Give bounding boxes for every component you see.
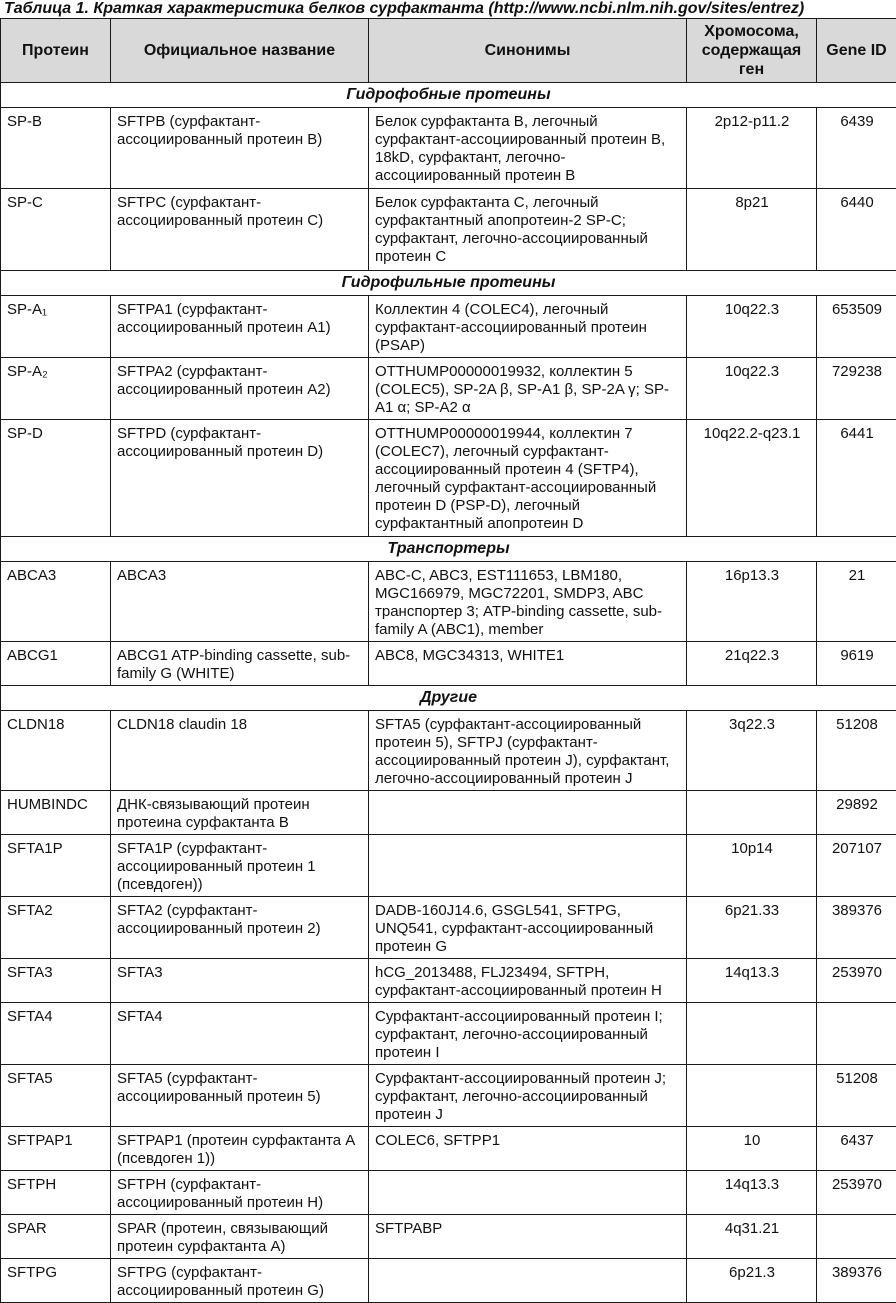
cell-protein: SPAR [1, 1215, 111, 1259]
cell-protein: CLDN18 [1, 711, 111, 791]
cell-synonyms: ABC8, MGC34313, WHITE1 [369, 642, 687, 686]
cell-official-name: SFTA4 [111, 1003, 369, 1065]
cell-official-name: SFTPAP1 (протеин сурфактанта A (псевдоген 1)) [111, 1127, 369, 1171]
cell-synonyms [369, 1259, 687, 1303]
cell-protein: SP-C [1, 189, 111, 271]
cell-chromosome: 6p21.3 [687, 1259, 817, 1303]
cell-chromosome: 10q22.2-q23.1 [687, 420, 817, 537]
cell-protein: ABCG1 [1, 642, 111, 686]
header-gene-id: Gene ID [817, 19, 896, 83]
cell-official-name: SFTA1P (сурфактант-ассоциированный протеин 1 (псевдоген)) [111, 835, 369, 897]
cell-synonyms: COLEC6, SFTPP1 [369, 1127, 687, 1171]
cell-synonyms: Сурфактант-ассоциированный протеин I; сурфактант, легочно-ассоциированный протеин I [369, 1003, 687, 1065]
cell-official-name: SFTPC (сурфактант-ассоциированный протеин C) [111, 189, 369, 271]
cell-synonyms: Белок сурфактанта C, легочный сурфактантный апопротеин-2 SP-C; сурфактант, легочно-ассоциированный протеин C [369, 189, 687, 271]
cell-official-name: SFTPD (сурфактант-ассоциированный протеин D) [111, 420, 369, 537]
cell-gene-id: 51208 [817, 711, 896, 791]
cell-gene-id: 253970 [817, 959, 896, 1003]
cell-protein: SFTA5 [1, 1065, 111, 1127]
cell-gene-id: 389376 [817, 1259, 896, 1303]
cell-gene-id: 6439 [817, 108, 896, 189]
header-row [1, 19, 896, 83]
cell-protein: SFTPG [1, 1259, 111, 1303]
cell-protein: HUMBINDC [1, 791, 111, 835]
cell-gene-id: 6437 [817, 1127, 896, 1171]
cell-protein: SFTPAP1 [1, 1127, 111, 1171]
cell-chromosome: 10q22.3 [687, 358, 817, 420]
cell-official-name: SFTPA1 (сурфактант-ассоциированный протеин A1) [111, 296, 369, 358]
cell-synonyms: hCG_2013488, FLJ23494, SFTPH, сурфактант-ассоциированный протеин H [369, 959, 687, 1003]
cell-official-name: SFTPB (сурфактант-ассоциированный протеин B) [111, 108, 369, 189]
table-row [1, 1215, 896, 1259]
cell-chromosome [687, 1065, 817, 1127]
table-body [1, 83, 896, 1303]
section-row [1, 537, 896, 562]
cell-chromosome [687, 791, 817, 835]
table-caption: Таблица 1. Краткая характеристика белков сурфактанта (http://www.ncbi.nlm.nih.gov/sites/entrez) [0, 0, 896, 20]
cell-chromosome: 10q22.3 [687, 296, 817, 358]
cell-synonyms: Коллектин 4 (COLEC4), легочный сурфактант-ассоциированный протеин (PSAP) [369, 296, 687, 358]
section-row [1, 686, 896, 711]
cell-gene-id: 729238 [817, 358, 896, 420]
table-row [1, 835, 896, 897]
cell-gene-id: 653509 [817, 296, 896, 358]
table-row [1, 358, 896, 420]
cell-protein: ABCA3 [1, 562, 111, 642]
cell-gene-id: 207107 [817, 835, 896, 897]
section-title: Транспортеры [1, 537, 896, 562]
cell-gene-id [817, 1003, 896, 1065]
cell-official-name: SFTA2 (сурфактант-ассоциированный протеин 2) [111, 897, 369, 959]
cell-synonyms: OTTHUMP00000019944, коллектин 7 (COLEC7), легочный сурфактант-ассоциированный протеин 4 (SFTP4), легочный сурфактант-ассоциированный протеин D (PSP-D), легочный сурфактантный апопротеин D [369, 420, 687, 537]
table-row [1, 189, 896, 271]
cell-chromosome: 6p21.33 [687, 897, 817, 959]
cell-synonyms: SFTA5 (сурфактант-ассоциированный протеин 5), SFTPJ (сурфактант-ассоциированный протеин J), сурфактант, легочно-ассоциированный протеин J [369, 711, 687, 791]
table-row [1, 108, 896, 189]
table-row [1, 897, 896, 959]
cell-chromosome: 3q22.3 [687, 711, 817, 791]
header-protein: Протеин [1, 19, 111, 83]
cell-official-name: CLDN18 claudin 18 [111, 711, 369, 791]
cell-protein: SP-A₂ [1, 358, 111, 420]
cell-protein: SFTA3 [1, 959, 111, 1003]
table-row [1, 1127, 896, 1171]
cell-chromosome [687, 1003, 817, 1065]
table-row [1, 562, 896, 642]
cell-chromosome: 16p13.3 [687, 562, 817, 642]
cell-chromosome: 8p21 [687, 189, 817, 271]
cell-synonyms: Сурфактант-ассоциированный протеин J; сурфактант, легочно-ассоциированный протеин J [369, 1065, 687, 1127]
cell-chromosome: 21q22.3 [687, 642, 817, 686]
cell-synonyms [369, 835, 687, 897]
table-row [1, 711, 896, 791]
header-chromosome: Хромосома, содержащая ген [687, 19, 817, 83]
cell-gene-id [817, 1215, 896, 1259]
cell-official-name: SFTA5 (сурфактант-ассоциированный протеин 5) [111, 1065, 369, 1127]
cell-chromosome: 14q13.3 [687, 1171, 817, 1215]
cell-gene-id: 253970 [817, 1171, 896, 1215]
cell-official-name: SFTPA2 (сурфактант-ассоциированный протеин A2) [111, 358, 369, 420]
cell-official-name: ABCG1 ATP-binding cassette, sub-family G (WHITE) [111, 642, 369, 686]
cell-synonyms: DADB-160J14.6, GSGL541, SFTPG, UNQ541, сурфактант-ассоциированный протеин G [369, 897, 687, 959]
cell-synonyms [369, 791, 687, 835]
cell-gene-id: 29892 [817, 791, 896, 835]
cell-official-name: ABCA3 [111, 562, 369, 642]
cell-synonyms: SFTPABP [369, 1215, 687, 1259]
cell-gene-id: 51208 [817, 1065, 896, 1127]
surfactant-proteins-table [0, 18, 896, 1303]
table-row [1, 959, 896, 1003]
cell-official-name: SFTA3 [111, 959, 369, 1003]
table-row [1, 642, 896, 686]
table-row [1, 1171, 896, 1215]
cell-protein: SFTA1P [1, 835, 111, 897]
section-title: Другие [1, 686, 896, 711]
cell-gene-id: 6441 [817, 420, 896, 537]
header-official-name: Официальное название [111, 19, 369, 83]
cell-protein: SFTA2 [1, 897, 111, 959]
section-row [1, 83, 896, 108]
section-row [1, 271, 896, 296]
header-synonyms: Синонимы [369, 19, 687, 83]
cell-protein: SP-D [1, 420, 111, 537]
table-row [1, 1065, 896, 1127]
cell-chromosome: 10 [687, 1127, 817, 1171]
cell-protein: SFTA4 [1, 1003, 111, 1065]
cell-synonyms: ABC-C, ABC3, EST111653, LBM180, MGC166979, MGC72201, SMDP3, ABC транспортер 3; ATP-binding cassette, sub-family A (ABC1), member [369, 562, 687, 642]
section-title: Гидрофобные протеины [1, 83, 896, 108]
cell-synonyms [369, 1171, 687, 1215]
table-row [1, 296, 896, 358]
table-row [1, 1259, 896, 1303]
cell-protein: SFTPH [1, 1171, 111, 1215]
cell-chromosome: 14q13.3 [687, 959, 817, 1003]
cell-official-name: SPAR (протеин, связывающий протеин сурфактанта A) [111, 1215, 369, 1259]
cell-official-name: SFTPG (сурфактант-ассоциированный протеин G) [111, 1259, 369, 1303]
section-title: Гидрофильные протеины [1, 271, 896, 296]
cell-chromosome: 10p14 [687, 835, 817, 897]
cell-gene-id: 9619 [817, 642, 896, 686]
cell-gene-id: 389376 [817, 897, 896, 959]
cell-synonyms: Белок сурфактанта B, легочный сурфактант-ассоциированный протеин B, 18kD, сурфактант, легочно-ассоциированный протеин B [369, 108, 687, 189]
table-row [1, 420, 896, 537]
cell-official-name: SFTPH (сурфактант-ассоциированный протеин H) [111, 1171, 369, 1215]
cell-protein: SP-B [1, 108, 111, 189]
table-row [1, 1003, 896, 1065]
table-row [1, 791, 896, 835]
cell-protein: SP-A₁ [1, 296, 111, 358]
cell-official-name: ДНК-связывающий протеин протеина сурфактанта B [111, 791, 369, 835]
cell-gene-id: 21 [817, 562, 896, 642]
cell-synonyms: OTTHUMP00000019932, коллектин 5 (COLEC5), SP-2A β, SP-A1 β, SP-2A γ; SP-A1 α; SP-A2 α [369, 358, 687, 420]
cell-gene-id: 6440 [817, 189, 896, 271]
cell-chromosome: 2p12-p11.2 [687, 108, 817, 189]
cell-chromosome: 4q31.21 [687, 1215, 817, 1259]
